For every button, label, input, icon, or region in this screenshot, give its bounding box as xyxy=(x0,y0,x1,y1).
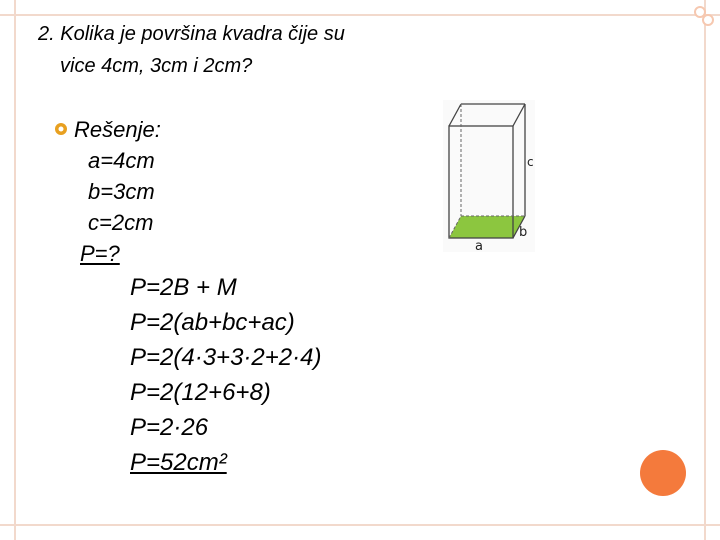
given-a: a=4cm xyxy=(88,148,155,173)
step-4: P=2(12+6+8) xyxy=(130,379,271,406)
label-a: a xyxy=(475,239,483,252)
step-5: P=2·26 xyxy=(130,414,209,441)
label-c: c xyxy=(527,155,534,169)
label-b: b xyxy=(519,225,528,240)
question-line-1: 2. Kolika je površina kvadra čije su xyxy=(38,23,345,45)
question-line-2: vice 4cm, 3cm i 2cm? xyxy=(60,55,253,77)
step-2: P=2(ab+bc+ac) xyxy=(130,309,295,336)
frame-right xyxy=(704,0,706,540)
orange-circle-decoration xyxy=(640,450,686,496)
solution-block xyxy=(74,114,161,269)
bullet-icon xyxy=(54,122,68,141)
corner-decoration xyxy=(694,6,714,26)
frame-bottom xyxy=(0,524,720,526)
step-1: P=2B + M xyxy=(130,274,237,301)
step-6-result: P=52cm² xyxy=(130,449,227,476)
step-3: P=2(4·3+3·2+2·4) xyxy=(130,344,322,371)
cuboid-figure xyxy=(443,100,535,252)
frame-top xyxy=(0,14,720,16)
calculation-steps xyxy=(130,270,321,480)
question-text xyxy=(38,18,345,82)
unknown-p: P=? xyxy=(80,241,120,266)
solution-heading: Rešenje: xyxy=(74,117,161,142)
given-b: b=3cm xyxy=(88,179,155,204)
given-c: c=2cm xyxy=(88,210,154,235)
frame-left xyxy=(14,0,16,540)
